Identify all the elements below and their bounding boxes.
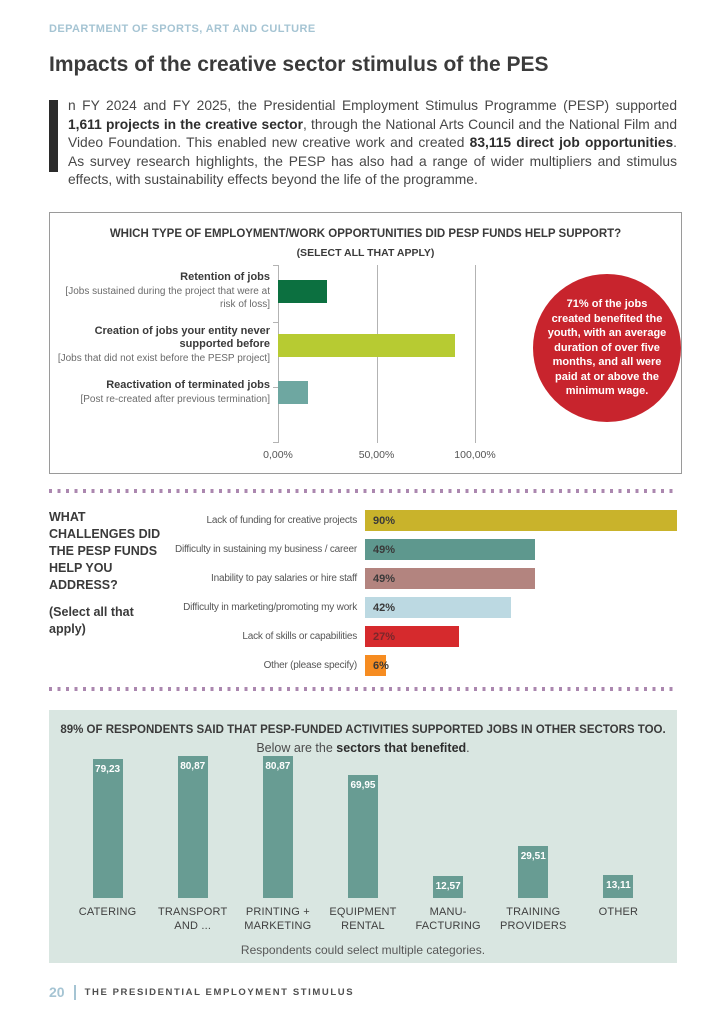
sector-label: MANU-FACTURING [415, 906, 481, 933]
bar-track [278, 280, 475, 303]
sectors-bars [65, 755, 661, 898]
employment-row [56, 325, 482, 366]
bar-track [365, 655, 677, 676]
bar-value-label: 13,11 [606, 880, 631, 891]
employment-rows [56, 263, 482, 407]
sectors-chart-title: 89% OF RESPONDENTS SAID THAT PESP-FUNDED ACTIVITIES SUPPORTED JOBS IN OTHER SECTORS TOO. [60, 724, 666, 736]
intro-paragraph [49, 97, 677, 190]
sector-column [576, 755, 661, 898]
bar-track [365, 568, 677, 589]
bar [278, 381, 308, 404]
bar [603, 875, 633, 898]
bar-value-label: 80,87 [180, 761, 206, 772]
youth-stat-badge: 71% of the jobs created benefited the youth, with an average duration of over five months, and all were paid at or above the minimum wage. [533, 274, 681, 422]
sector-column [235, 755, 320, 898]
bar [365, 626, 459, 647]
bar [278, 280, 327, 303]
page-number: 20 [49, 984, 65, 1000]
bar [278, 334, 455, 357]
sector-column [150, 755, 235, 898]
bar [365, 510, 677, 531]
bar [365, 655, 389, 676]
bar [433, 876, 463, 898]
category-label-main: Creation of jobs your entity never supported before [94, 324, 270, 350]
bar-track [365, 597, 677, 618]
employment-x-axis [263, 449, 496, 465]
bar [365, 568, 535, 589]
bar-value-label: 27% [373, 630, 396, 643]
subtitle-text: . [466, 741, 470, 755]
challenge-label [167, 631, 365, 642]
challenges-question: WHAT CHALLENGES DID THE PESP FUNDS HELP YOU ADDRESS? [49, 510, 161, 592]
challenge-row [167, 593, 677, 622]
employment-chart-subtitle: (SELECT ALL THAT APPLY) [296, 247, 435, 259]
challenges-rows [167, 506, 677, 680]
sector-label: TRAINING PROVIDERS [499, 906, 567, 933]
challenge-row [167, 651, 677, 680]
category-label-sub: [Jobs that did not exist before the PESP project] [57, 353, 270, 365]
intro-text: . As survey research highlights, the PESP has also had a range of wider multipliers and stimulus effects, with sustainability effects beyond the life of the programme. [68, 135, 677, 188]
category-label [56, 271, 278, 312]
dotted-divider [49, 489, 677, 493]
sectors-footnote: Respondents could select multiple categories. [240, 942, 486, 957]
bar-track [365, 510, 677, 531]
intro-text: , through the National Arts Council and the National Film and Video Foundation. This enabled new creative work and created [68, 116, 677, 151]
category-label-sub: [Jobs sustained during the project that were at risk of loss] [65, 286, 270, 310]
category-label [56, 379, 278, 407]
bar-value-label: 49% [373, 572, 396, 585]
challenge-row [167, 506, 677, 535]
challenge-row [167, 564, 677, 593]
bar-value-label: 80,87 [265, 761, 291, 772]
challenge-label-text: Other (please specify) [263, 660, 357, 671]
sector-label: PRINTING + MARKETING [244, 906, 312, 933]
bar-value-label: 6% [373, 659, 389, 672]
sector-label: EQUIPMENT RENTAL [329, 906, 397, 933]
sector-column [491, 755, 576, 898]
employment-chart-title: WHICH TYPE OF EMPLOYMENT/WORK OPPORTUNITIES DID PESP FUNDS HELP SUPPORT? [109, 228, 622, 240]
intro-bold-jobs: 83,115 direct job opportunities [469, 135, 674, 151]
sector-column [65, 755, 150, 898]
bar [365, 539, 535, 560]
challenge-row [167, 535, 677, 564]
bar [365, 597, 511, 618]
bar-value-label: 49% [373, 543, 396, 556]
category-label-sub: [Post re-created after previous termination] [80, 394, 270, 406]
bar-value-label: 90% [373, 514, 396, 527]
bar-track [278, 334, 475, 357]
department-header: DEPARTMENT OF SPORTS, ART AND CULTURE [49, 23, 316, 35]
dotted-divider [49, 687, 677, 691]
bar-value-label: 69,95 [350, 780, 376, 791]
intro-text: n FY 2024 and FY 2025, the Presidential Employment Stimulus Programme (PESP) supported [68, 98, 677, 113]
sector-label: TRANSPORT AND ... [157, 906, 228, 933]
sectors-chart-subtitle [49, 741, 677, 755]
subtitle-bold: sectors that benefited [336, 741, 467, 755]
sector-label: CATERING [78, 906, 137, 918]
challenges-heading [49, 506, 167, 680]
subtitle-text: Below are the [256, 741, 337, 755]
challenge-label-text: Difficulty in sustaining my business / career [174, 544, 357, 555]
employment-plot [56, 263, 496, 471]
bar-value-label: 12,57 [435, 881, 461, 892]
dropcap-letter-i [49, 100, 58, 172]
sectors-labels [65, 905, 661, 934]
bar-track [278, 381, 475, 404]
page-title: Impacts of the creative sector stimulus of the PES [49, 53, 549, 76]
bar [348, 775, 378, 898]
x-tick-label: 50,00% [358, 449, 395, 461]
bar-value-label: 42% [373, 601, 396, 614]
bar-track [365, 539, 677, 560]
bar [518, 846, 548, 898]
x-tick-label: 0,00% [263, 449, 293, 461]
challenge-label [167, 602, 365, 613]
challenge-label-text: Lack of funding for creative projects [206, 515, 357, 526]
employment-chart-box [49, 212, 682, 474]
challenge-row [167, 622, 677, 651]
page-footer [49, 984, 354, 1000]
category-label-main: Retention of jobs [180, 271, 270, 283]
challenges-subheading: (Select all that apply) [49, 605, 134, 637]
bar [263, 756, 293, 898]
employment-row [56, 379, 482, 407]
challenge-label [167, 573, 365, 584]
sector-column [320, 755, 405, 898]
bar-value-label: 79,23 [95, 764, 121, 775]
challenges-section [49, 506, 677, 680]
bar [178, 756, 208, 898]
sector-column [406, 755, 491, 898]
bar-track [365, 626, 677, 647]
sectors-chart-box [49, 710, 677, 963]
category-label [56, 325, 278, 366]
challenge-label-text: Lack of skills or capabilities [242, 631, 357, 642]
footer-divider [74, 985, 76, 1000]
x-tick-label: 100,00% [454, 449, 496, 461]
challenge-label [167, 660, 365, 671]
footer-title: THE PRESIDENTIAL EMPLOYMENT STIMULUS [84, 986, 355, 998]
sector-label: OTHER [598, 906, 639, 918]
employment-row [56, 271, 482, 312]
category-label-main: Reactivation of terminated jobs [106, 378, 270, 391]
challenge-label [167, 544, 365, 555]
challenge-label [167, 515, 365, 526]
intro-bold-projects: 1,611 projects in the creative sector [68, 116, 303, 132]
challenge-label-text: Difficulty in marketing/promoting my work [183, 602, 357, 613]
bar-value-label: 29,51 [520, 851, 546, 862]
bar [93, 759, 123, 898]
challenge-label-text: Inability to pay salaries or hire staff [211, 573, 357, 584]
